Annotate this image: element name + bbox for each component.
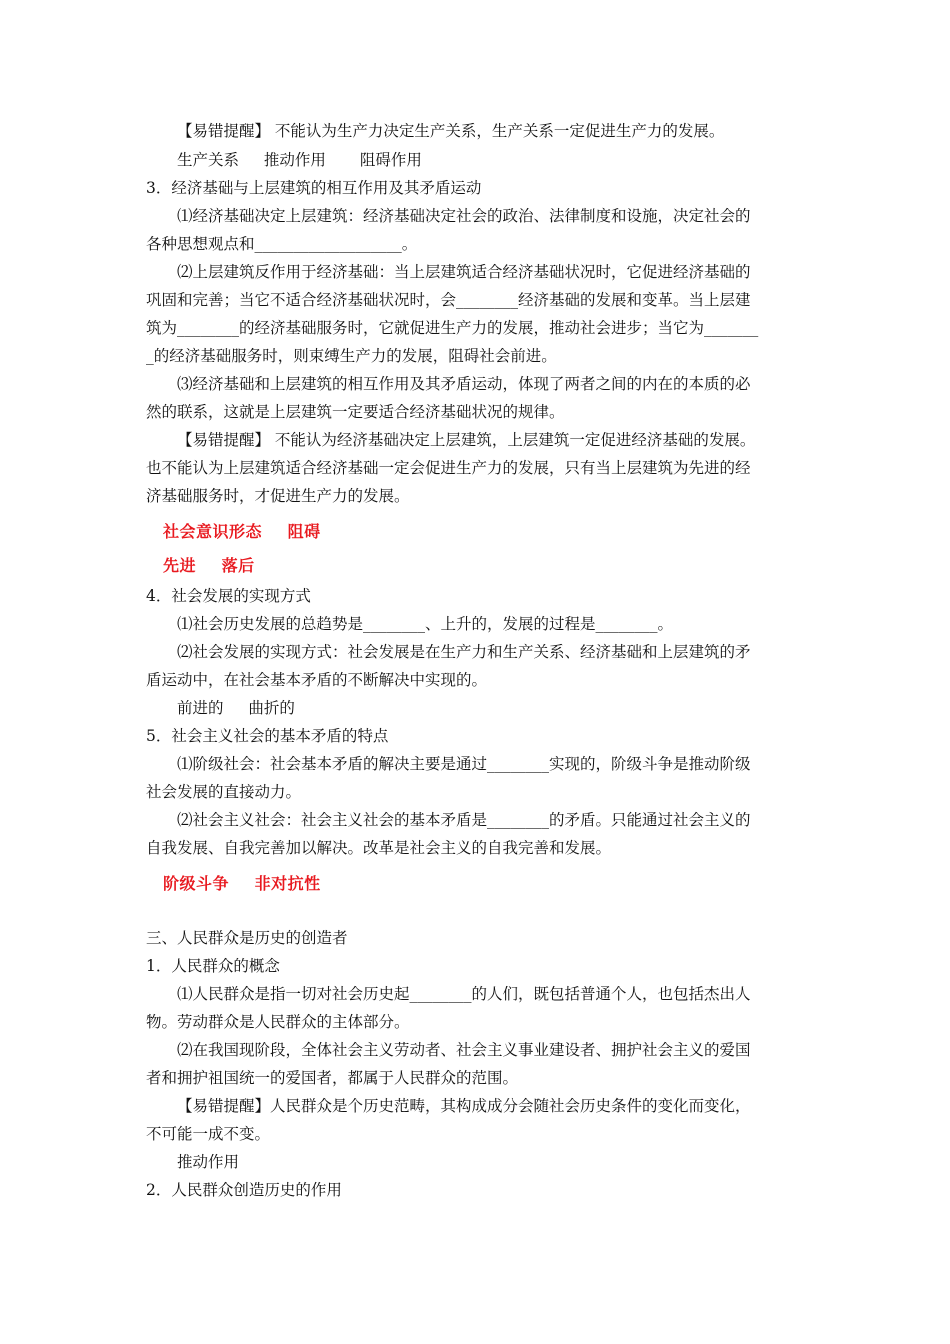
paragraph-line: 盾运动中，在社会基本矛盾的不断解决中实现的。 (146, 671, 488, 689)
answer-key-red (163, 522, 321, 542)
answer-word: 落后 (221, 556, 255, 575)
paragraph-line: ⑴经济基础决定上层建筑：经济基础决定社会的政治、法律制度和设施，决定社会的 (177, 207, 751, 225)
section-heading: 1．人民群众的概念 (146, 957, 280, 975)
answer-key-line (177, 698, 295, 718)
paragraph-line: ⑵社会主义社会：社会主义社会的基本矛盾是________的矛盾。只能通过社会主义的 (177, 811, 751, 829)
paragraph-line: 济基础服务时，才促进生产力的发展。 (146, 487, 410, 505)
paragraph-line: 也不能认为上层建筑适合经济基础一定会促进生产力的发展，只有当上层建筑为先进的经 (146, 459, 751, 477)
answer-word: 推动作用 (263, 151, 326, 169)
answer-word: 非对抗性 (254, 874, 321, 893)
paragraph-line: 巩固和完善；当它不适合经济基础状况时，会________经济基础的发展和变革。当上层建 (146, 291, 751, 309)
answer-key-line (177, 150, 422, 170)
section-heading: 5．社会主义社会的基本矛盾的特点 (146, 727, 389, 745)
answer-word: 阶级斗争 (163, 874, 230, 893)
answer-word: 社会意识形态 (163, 522, 263, 541)
paragraph-line: 自我发展、自我完善加以解决。改革是社会主义的自我完善和发展。 (146, 839, 612, 857)
tip-masses: 【易错提醒】人民群众是个历史范畴，其构成成分会随社会历史条件的变化而变化， (177, 1097, 751, 1115)
paragraph-line: ⑴人民群众是指一切对社会历史起________的人们，既包括普通个人，也包括杰出人 (177, 985, 751, 1003)
answer-word: 曲折的 (248, 699, 295, 717)
paragraph-line: 社会发展的直接动力。 (146, 783, 302, 801)
answer-word: 阻碍作用 (359, 151, 422, 169)
answer-key-red (163, 874, 321, 894)
paragraph-line: 然的联系，这就是上层建筑一定要适合经济基础状况的规律。 (146, 403, 565, 421)
chapter-heading: 三、人民群众是历史的创造者 (146, 929, 348, 947)
section-heading: 2．人民群众创造历史的作用 (146, 1181, 342, 1199)
section-heading: 3．经济基础与上层建筑的相互作用及其矛盾运动 (146, 179, 482, 197)
answer-word: 前进的 (177, 699, 224, 717)
paragraph-line: 者和拥护祖国统一的爱国者，都属于人民群众的范围。 (146, 1069, 519, 1087)
answer-word: 先进 (163, 556, 197, 575)
paragraph-line: ⑴社会历史发展的总趋势是________、上升的，发展的过程是________。 (177, 615, 674, 633)
section-heading: 4．社会发展的实现方式 (146, 587, 311, 605)
paragraph-line: 筑为________的经济基础服务时，它就促进生产力的发展，推动社会进步；当它为_______ (146, 319, 759, 337)
paragraph-line: ⑵社会发展的实现方式：社会发展是在生产力和生产关系、经济基础和上层建筑的矛 (177, 643, 751, 661)
paragraph-line: ⑴阶级社会：社会基本矛盾的解决主要是通过________实现的，阶级斗争是推动阶级 (177, 755, 751, 773)
answer-key-line: 推动作用 (177, 1153, 240, 1171)
paragraph-line: ⑵上层建筑反作用于经济基础：当上层建筑适合经济基础状况时，它促进经济基础的 (177, 263, 751, 281)
tip-production-relations: 【易错提醒】 不能认为生产力决定生产关系，生产关系一定促进生产力的发展。 (177, 122, 725, 140)
paragraph-line: 不可能一成不变。 (146, 1125, 271, 1143)
paragraph-line: ⑵在我国现阶段，全体社会主义劳动者、社会主义事业建设者、拥护社会主义的爱国 (177, 1041, 751, 1059)
answer-key-red (163, 556, 255, 576)
paragraph-line: _的经济基础服务时，则束缚生产力的发展，阻碍社会前进。 (146, 347, 557, 365)
answer-word: 生产关系 (177, 151, 240, 169)
paragraph-line: 各种思想观点和___________________。 (146, 235, 418, 253)
paragraph-line: 物。劳动群众是人民群众的主体部分。 (146, 1013, 410, 1031)
answer-word: 阻碍 (287, 522, 321, 541)
paragraph-line: ⑶经济基础和上层建筑的相互作用及其矛盾运动，体现了两者之间的内在的本质的必 (177, 375, 751, 393)
tip-economic-base: 【易错提醒】 不能认为经济基础决定上层建筑，上层建筑一定促进经济基础的发展。 (177, 431, 756, 449)
